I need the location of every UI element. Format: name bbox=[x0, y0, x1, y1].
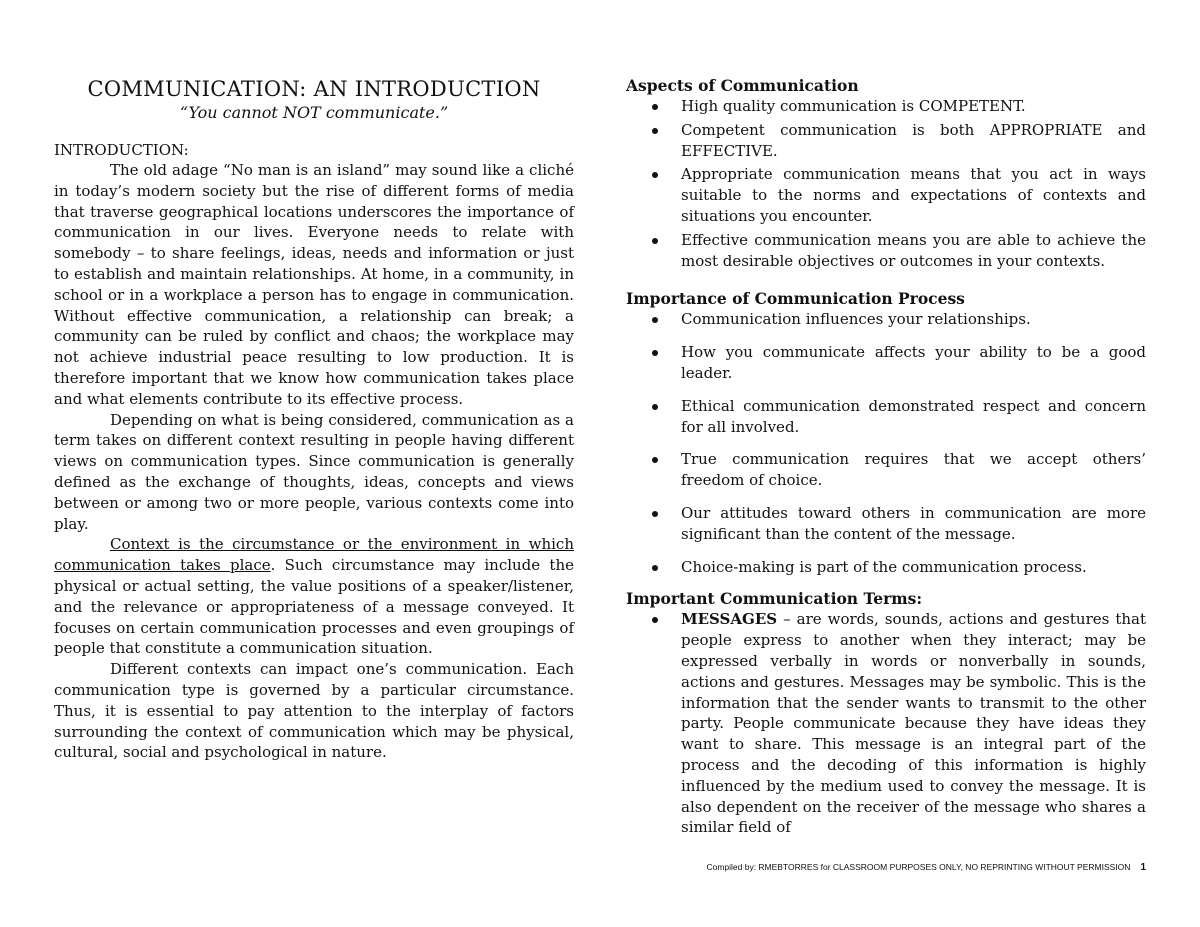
list-item: How you communicate affects your ability to be a good leader. bbox=[681, 342, 1146, 384]
right-column bbox=[626, 76, 1146, 838]
bullet-icon bbox=[652, 457, 658, 463]
importance-list bbox=[626, 309, 1146, 577]
bullet-icon bbox=[652, 104, 658, 110]
page-title: COMMUNICATION: AN INTRODUCTION bbox=[87, 77, 541, 101]
list-item: Appropriate communication means that you act in ways suitable to the norms and expectations of contexts and situations you encounter. bbox=[681, 164, 1146, 226]
paragraph-3-rest: . Such circumstance may include the physical or actual setting, the value positions of a speaker/listener, and the relevance or appropriateness of a message conveyed. It focuses on certain communication processes and even groupings of people that constitute a communication situation. bbox=[54, 556, 574, 658]
list-item: Effective communication means you are able to achieve the most desirable objectives or outcomes in your contexts. bbox=[681, 230, 1146, 272]
bullet-icon bbox=[652, 617, 658, 623]
aspects-list bbox=[626, 96, 1146, 271]
footer-credit: Compiled by: RMEBTORRES for CLASSROOM PURPOSES ONLY, NO REPRINTING WITHOUT PERMISSION bbox=[706, 862, 1131, 872]
bullet-icon bbox=[652, 565, 658, 571]
context-definition: Context is the circumstance or the environment in which communication takes place bbox=[54, 535, 574, 575]
paragraph-2: Depending on what is being considered, communication as a term takes on different context resulting in people having different views on communication types. Since communication is generally defined as the exchange of thoughts, ideas, concepts and views between or among two or more people, various contexts come into play. bbox=[54, 410, 574, 533]
term-messages-definition: – are words, sounds, actions and gestures that people express to another when they interact; may be expressed verbally in words or nonverbally in sounds, actions and gestures. Messages may be symbolic. This is the information that the sender wants to transmit to the other party. People communicate because they have ideas they want to share. This message is an integral part of the process and the decoding of this information is highly influenced by the medium used to convey the message. It is also dependent on the receiver of the message who shares a similar field of bbox=[681, 610, 1146, 837]
term-messages: MESSAGES bbox=[681, 610, 778, 629]
list-item: High quality communication is COMPETENT. bbox=[681, 96, 1146, 117]
paragraph-4: Different contexts can impact one’s communication. Each communication type is governed by a particular circumstance. Thus, it is essential to pay attention to the interplay of factors surrounding the context of communication which may be physical, cultural, social and psychological in nature. bbox=[54, 660, 574, 762]
list-item: Communication influences your relationships. bbox=[681, 309, 1146, 330]
list-item: Our attitudes toward others in communication are more significant than the content of the message. bbox=[681, 503, 1146, 545]
list-item: True communication requires that we accept others’ freedom of choice. bbox=[681, 449, 1146, 491]
bullet-icon bbox=[652, 317, 658, 323]
bullet-icon bbox=[652, 511, 658, 517]
importance-heading: Importance of Communication Process bbox=[626, 289, 965, 309]
terms-list bbox=[626, 609, 1146, 838]
list-item bbox=[681, 609, 1146, 838]
bullet-icon bbox=[652, 172, 658, 178]
paragraph-3 bbox=[54, 534, 574, 659]
terms-heading: Important Communication Terms: bbox=[626, 589, 923, 609]
aspects-heading: Aspects of Communication bbox=[626, 76, 859, 95]
bullet-icon bbox=[652, 238, 658, 244]
list-item: Ethical communication demonstrated respect and concern for all involved. bbox=[681, 396, 1146, 438]
bullet-icon bbox=[652, 128, 658, 134]
page-number: 1 bbox=[1140, 862, 1146, 873]
page-footer bbox=[676, 862, 1146, 873]
bullet-icon bbox=[652, 350, 658, 356]
epigraph-quote: “You cannot NOT communicate.” bbox=[179, 103, 449, 122]
left-column bbox=[54, 76, 574, 763]
list-item: Choice-making is part of the communication process. bbox=[681, 557, 1146, 578]
introduction-heading: INTRODUCTION: bbox=[54, 141, 189, 159]
bullet-icon bbox=[652, 404, 658, 410]
paragraph-1: The old adage “No man is an island” may sound like a cliché in today’s modern society but the rise of different forms of media that traverse geographical locations underscores the importance of communication in our lives. Everyone needs to relate with somebody – to share feelings, ideas, needs and information or just to establish and maintain relationships. At home, in a community, in school or in a workplace a person has to engage in communication. Without effective communication, a relationship can break; a community can be ruled by conflict and chaos; the workplace may not achieve industrial peace resulting to low production. It is therefore important that we know how communication takes place and what elements contribute to its effective process. bbox=[54, 161, 574, 408]
list-item: Competent communication is both APPROPRIATE and EFFECTIVE. bbox=[681, 120, 1146, 162]
